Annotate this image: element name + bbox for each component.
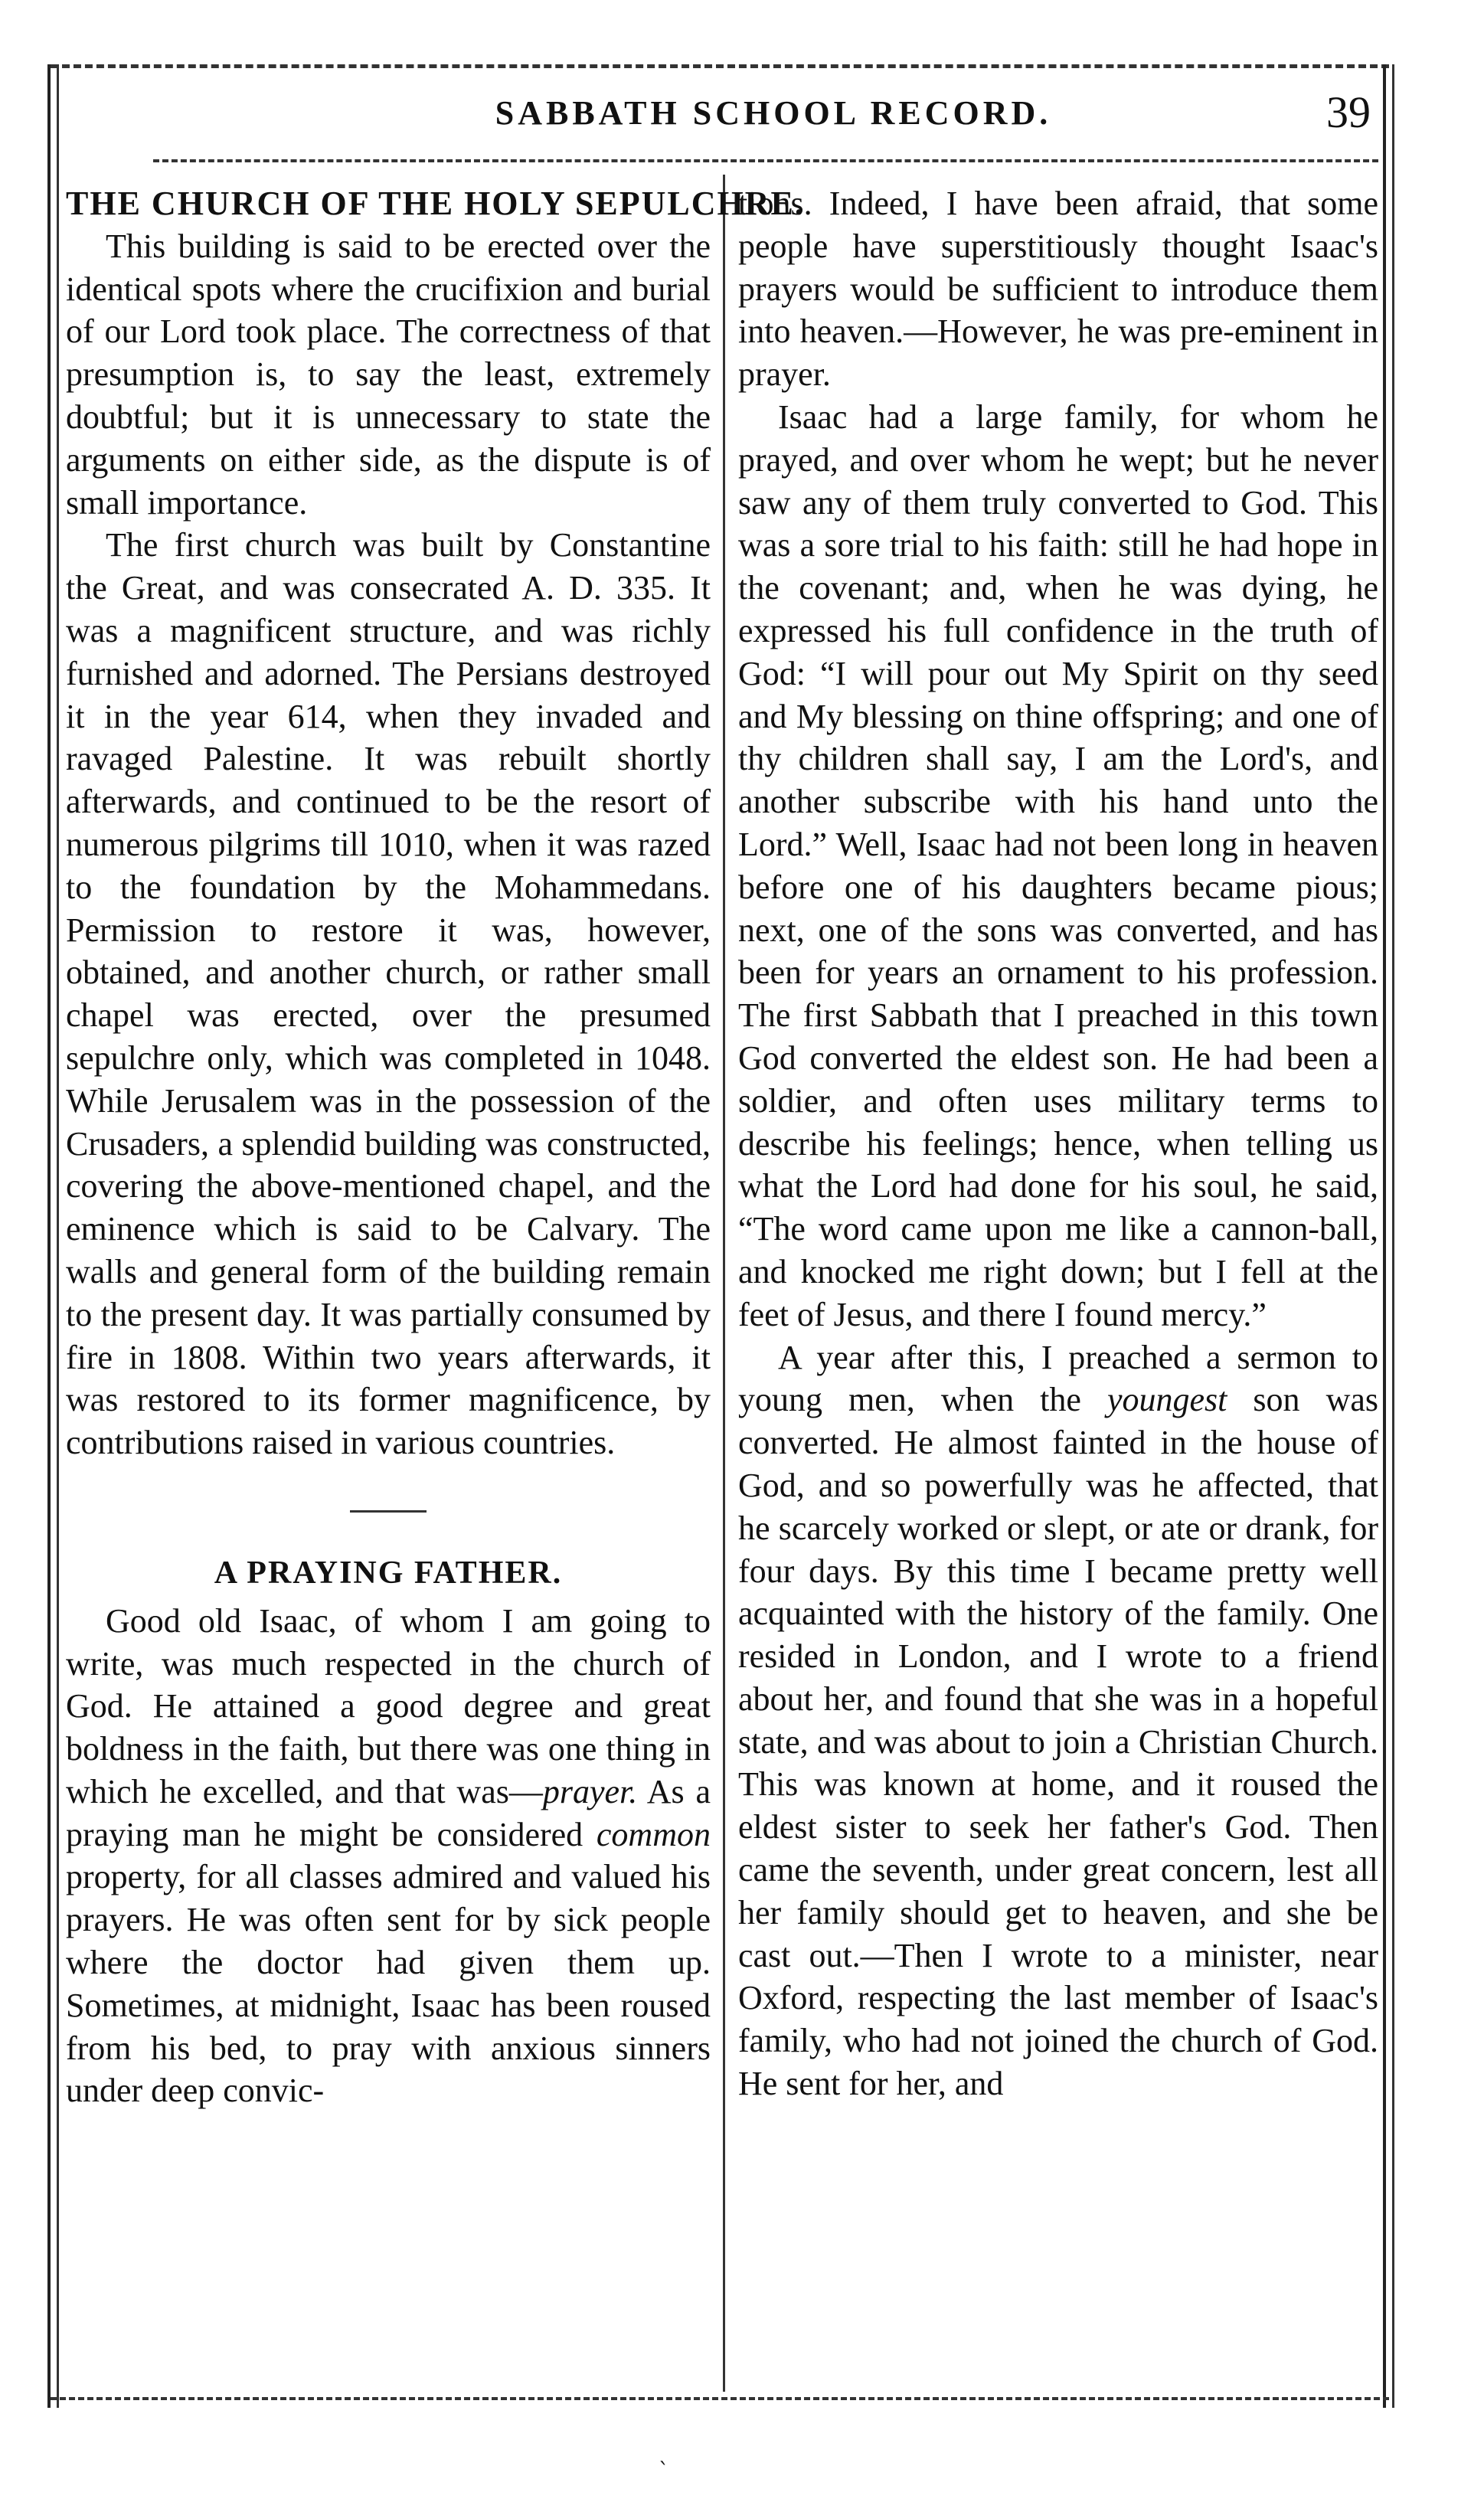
page-number: 39: [1326, 87, 1371, 137]
article-title-praying-father: A PRAYING FATHER.: [214, 1555, 563, 1591]
page-frame-right-inner-rule: [1392, 64, 1394, 2408]
page-frame-left-inner-rule: [57, 64, 59, 2408]
left-column: [66, 182, 805, 2112]
page-frame-bottom-rule: [51, 2397, 1389, 2400]
text-run: property, for all classes admired and valued his prayers. He was often sent for by sick people where the doctor had given them up. Sometimes, at midnight, Isaac has been roused from his bed, to pray with anxious sinners under deep convic-: [66, 1858, 711, 2110]
header-rule: [153, 159, 1378, 162]
article-paragraph: [66, 1600, 711, 2113]
print-mark: `: [659, 2458, 669, 2484]
italic-text: prayer.: [542, 1772, 638, 1810]
text-run: son was converted. He almost fainted in the house of God, and so powerfully was he affected, that he scarcely worked or slept, or ate or drank, for four days. By this time I became pretty well acquainted with the history of the family. One resided in London, and I wrote to a friend about her, and found that she was in a hopeful state, and was about to join a Christian Church. This was known at home, and it roused the eldest sister to seek her father's God. Then came the seventh, under great concern, lest all her family should get to heaven, and she be cast out.—Then I wrote to a minister, near Oxford, respecting the last member of Isaac's family, who had not joined the church of God. He sent for her, and: [738, 1381, 1378, 2103]
article-paragraph: [738, 1336, 1378, 2105]
article-paragraph-continued: tions. Indeed, I have been afraid, that some people have superstitiously thought Isaac's prayers would be sufficient to introduce them into heaven.—However, he was pre-eminent in prayer.: [738, 185, 1378, 394]
column-divider: [723, 175, 725, 2392]
text-run: As a praying man he might be considered: [66, 1772, 711, 1853]
text-run: Good old Isaac, of whom I am going to write, was much respected in the church of God. He attained a good degree and great boldness in the faith, but there was one thing in which he excelled, and that was—: [66, 1601, 711, 1810]
italic-text: common: [596, 1815, 711, 1853]
article-paragraph: Isaac had a large family, for whom he prayed, and over whom he wept; but he never saw any of them truly converted to God. This was a sore trial to his faith: still he had hope in the covenant; and, when he was dying, he expressed his full confidence in the truth of God: “I will pour out My Spirit on thy seed and My blessing on thine offspring; and one of thy children shall say, I am the Lord's, and another subscribe with his hand unto the Lord.” Well, Isaac had not been long in heaven before one of his daughters became pious; next, one of the sons was converted, and has been for years an ornament to his profession. The first Sabbath that I preached in this town God converted the eldest son. He had been a soldier, and often uses military terms to describe his feelings; hence, when telling us what the Lord had done for his soul, he said, “The word came upon me like a cannon-ball, and knocked me right down; but I fell at the feet of Jesus, and there I found mercy.”: [738, 397, 1378, 1333]
article-paragraph: This building is said to be erected over the identical spots where the crucifixion and burial of our Lord took place. The correctness of that presumption is, to say the least, extremely doubtful; but it is unnecessary to state the arguments on either side, as the dispute is of small importance.: [66, 227, 711, 522]
page-frame-left-rule: [47, 64, 51, 2408]
article-title-holy-sepulchre: THE CHURCH OF THE HOLY SEPULCHRE.: [66, 185, 805, 222]
running-title: SABBATH SCHOOL RECORD.: [495, 94, 1052, 132]
right-column: [738, 182, 1378, 2105]
page-frame-top-rule: [51, 64, 1389, 68]
article-paragraph: The first church was built by Constantine the Great, and was consecrated A. D. 335. It was a magnificent structure, and was richly furnished and adorned. The Persians destroyed it in the year 614, when they invaded and ravaged Palestine. It was rebuilt shortly afterwards, and continued to be the resort of numerous pilgrims till 1010, when it was razed to the foundation by the Mohammedans. Permission to restore it was, however, obtained, and another church, or rather small chapel was erected, over the presumed sepulchre only, which was completed in 1048. While Jerusalem was in the possession of the Crusaders, a splendid building was constructed, covering the above-mentioned chapel, and the eminence which is said to be Calvary. The walls and general form of the building remain to the present day. It was partially consumed by fire in 1808. Within two years afterwards, it was restored to its former magnificence, by contributions raised in various countries.: [66, 526, 711, 1462]
section-divider: [350, 1510, 427, 1513]
text-run: A year after this, I preached a sermon to young men, when the: [738, 1338, 1378, 1419]
page-frame-right-rule: [1383, 64, 1386, 2408]
italic-text: youngest: [1106, 1381, 1227, 1419]
